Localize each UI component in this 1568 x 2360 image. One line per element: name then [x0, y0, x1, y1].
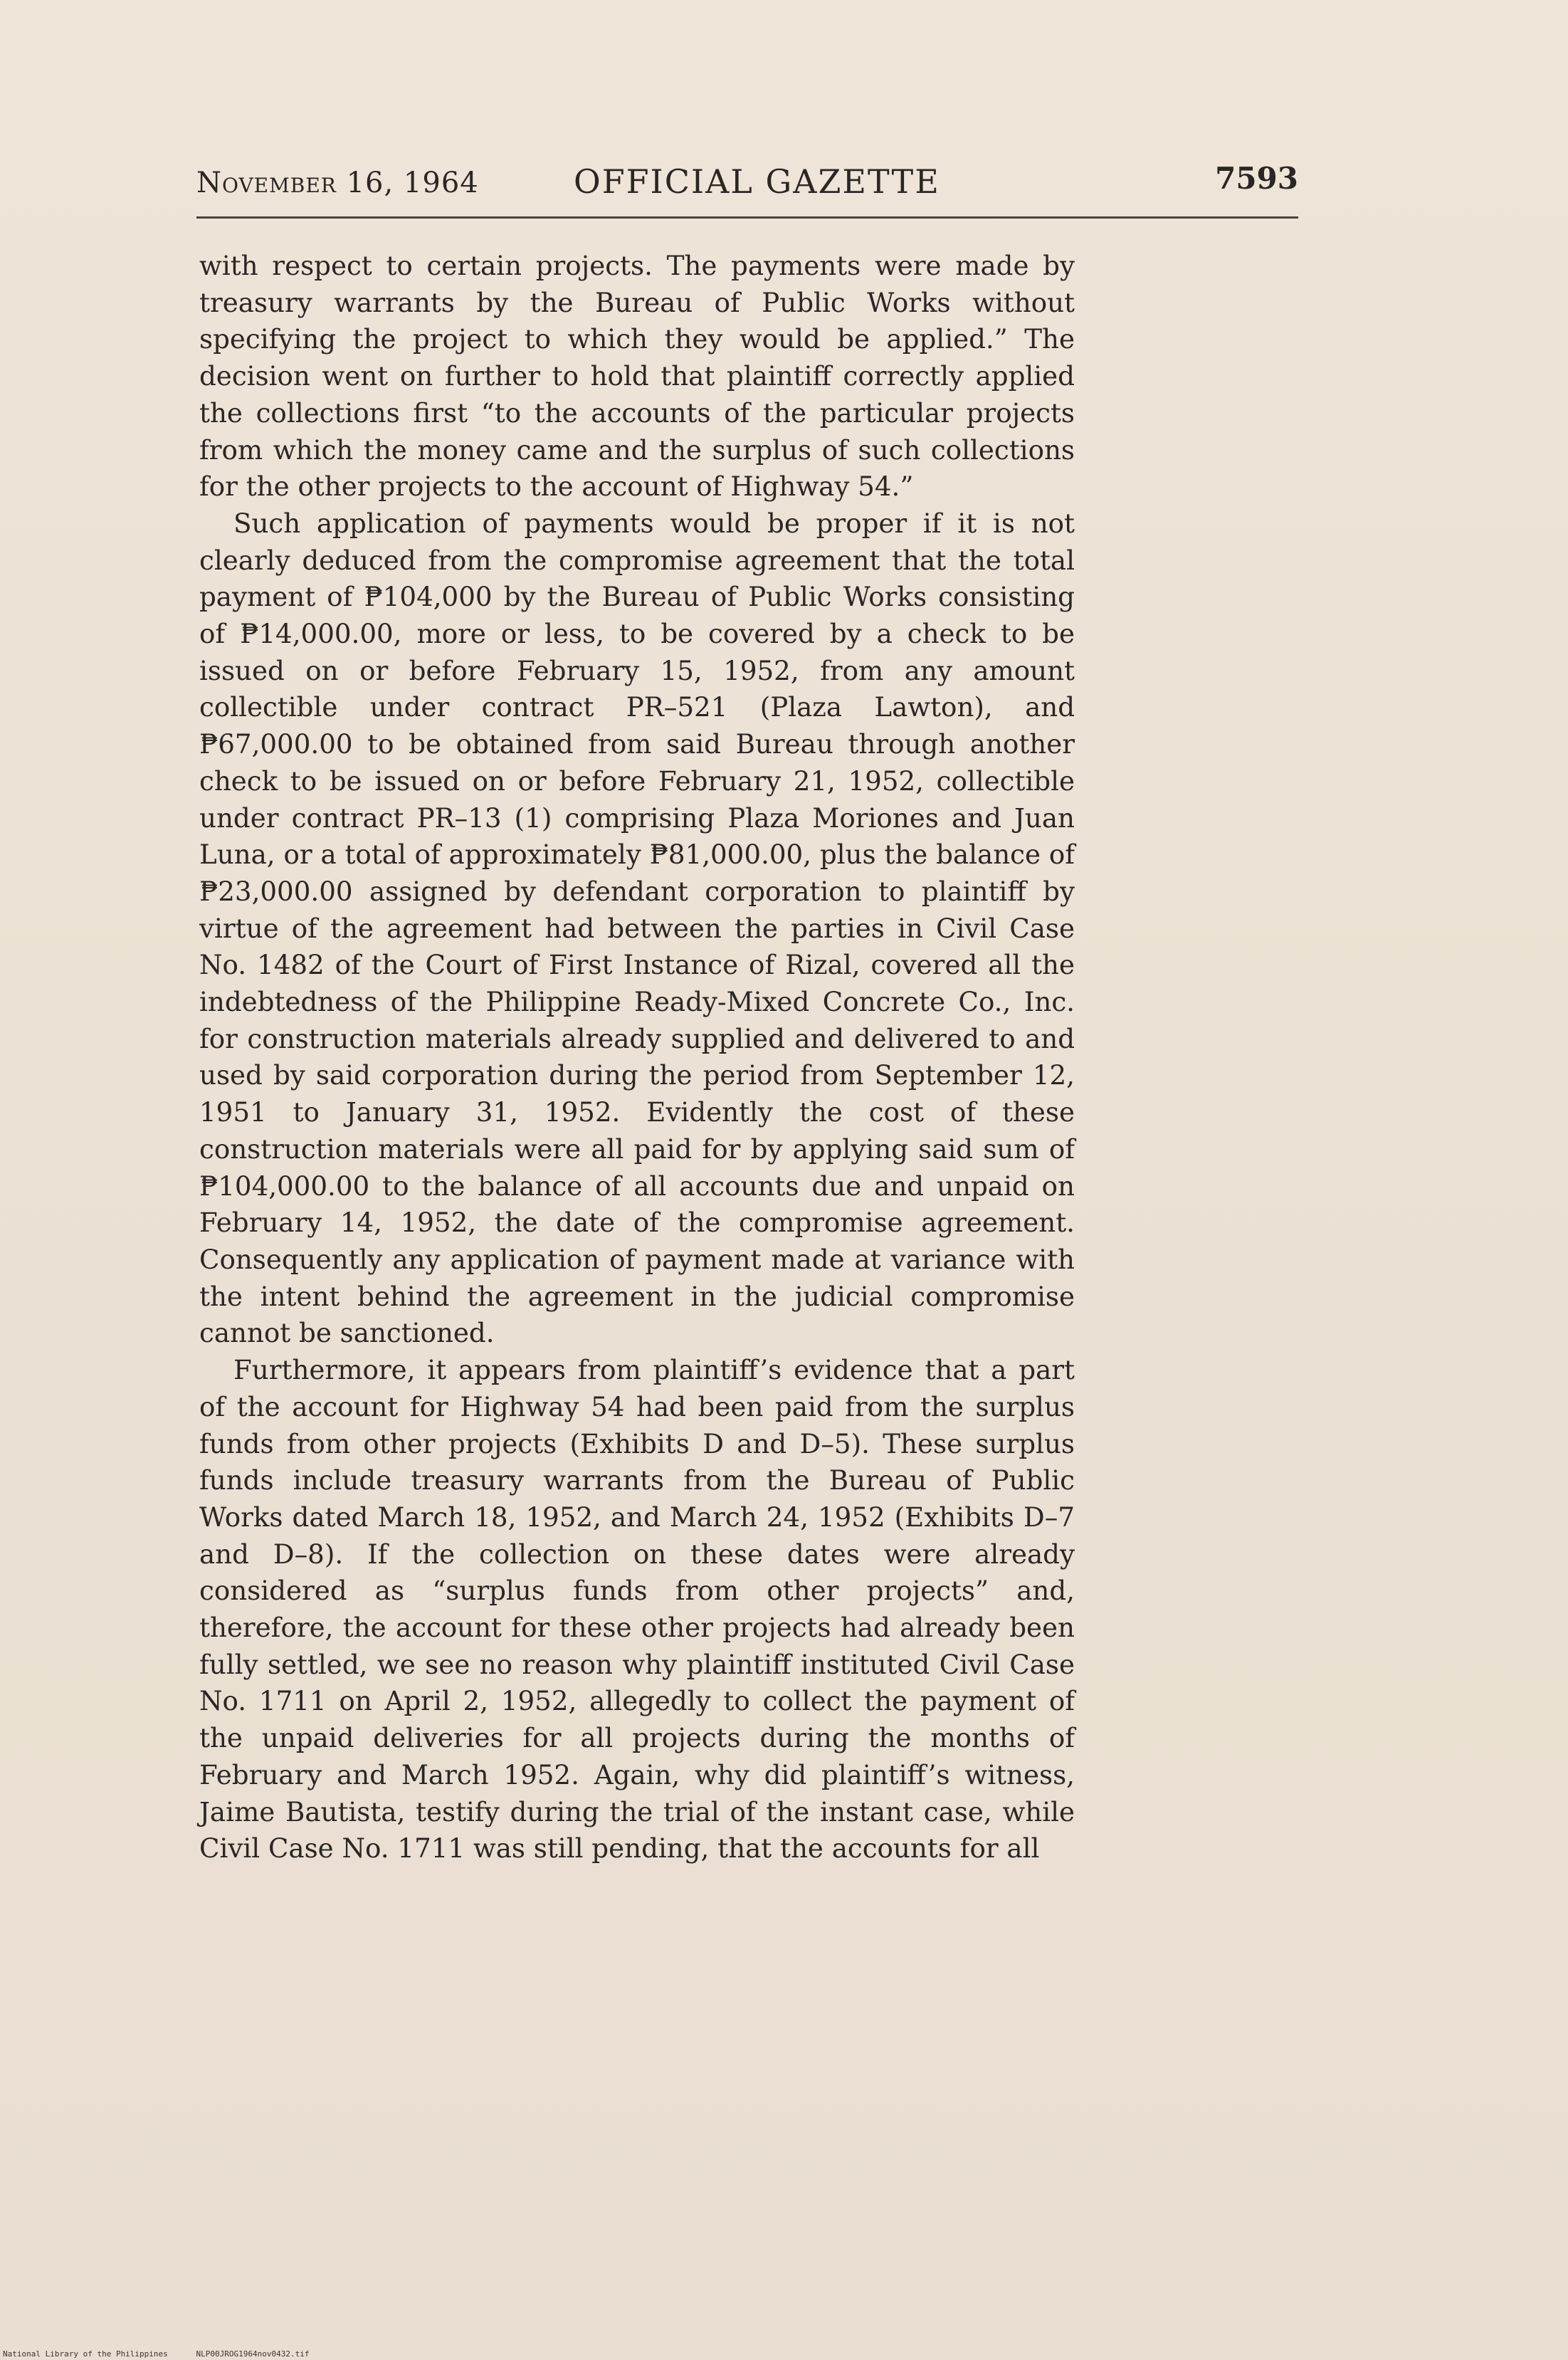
header-date: November 16, 1964 — [196, 167, 479, 199]
header-title: OFFICIAL GAZETTE — [574, 162, 940, 201]
paragraph-3: Furthermore, it appears from plaintiff’s evidence that a part of the account for Highway 54 had been paid from the surplus funds from other projects (Exhibits D and D–5). These surplus funds include treasury warrants from the Bureau of Public Works dated March 18, 1952, and March 24, 1952 (Exhibits D–7 and D–8). If the collection on these dates were already considered as “surplus funds from other projects” and, therefore, the account for these other projects had already been fully settled, we see no reason why plaintiff instituted Civil Case No. 1711 on April 2, 1952, allegedly to collect the payment of the unpaid deliveries for all projects during the months of February and March 1952. Again, why did plaintiff’s witness, Jaime Bautista, testify during the trial of the instant case, while Civil Case No. 1711 was still pending, that the accounts for all — [199, 1354, 1075, 1865]
page-number: 7593 — [1215, 161, 1298, 196]
paragraph-1: with respect to certain projects. The payments were made by treasury warrants by the Bureau of Public Works without specifying the project to which they would be applied.” The decision went on further to hold that plaintiff correctly applied the collections first “to the accounts of the particular projects from which the money came and the surplus of such collections for the other projects to the account of Highway 54.” — [199, 250, 1075, 503]
footer-filename: NLP00JROG1964nov0432.tif — [196, 2349, 310, 2359]
scan-footer — [3, 2349, 310, 2359]
page-header — [196, 161, 1298, 204]
body-text — [199, 248, 1075, 1867]
header-rule — [196, 216, 1298, 219]
paragraph-2: Such application of payments would be proper if it is not clearly deduced from the compromise agreement that the total payment of ₱104,000 by the Bureau of Public Works consisting of ₱14,000.00, more or less, to be covered by a check to be issued on or before February 15, 1952, from any amount collectible under contract PR–521 (Plaza Lawton), and ₱67,000.00 to be obtained from said Bureau through another check to be issued on or before February 21, 1952, collectible under contract PR–13 (1) comprising Plaza Moriones and Juan Luna, or a total of approximately ₱81,000.00, plus the balance of ₱23,000.00 assigned by defendant corporation to plaintiff by virtue of the agreement had between the parties in Civil Case No. 1482 of the Court of First Instance of Rizal, covered all the indebtedness of the Philippine Ready-Mixed Concrete Co., Inc. for construction materials already supplied and delivered to and used by said corporation during the period from September 12, 1951 to January 31, 1952. Evidently the cost of these construction materials were all paid for by applying said sum of ₱104,000.00 to the balance of all accounts due and unpaid on February 14, 1952, the date of the compromise agreement. Consequently any application of payment made at variance with the intent behind the agreement in the judicial compromise cannot be sanctioned. — [199, 507, 1075, 1349]
footer-source: National Library of the Philippines — [3, 2349, 168, 2359]
